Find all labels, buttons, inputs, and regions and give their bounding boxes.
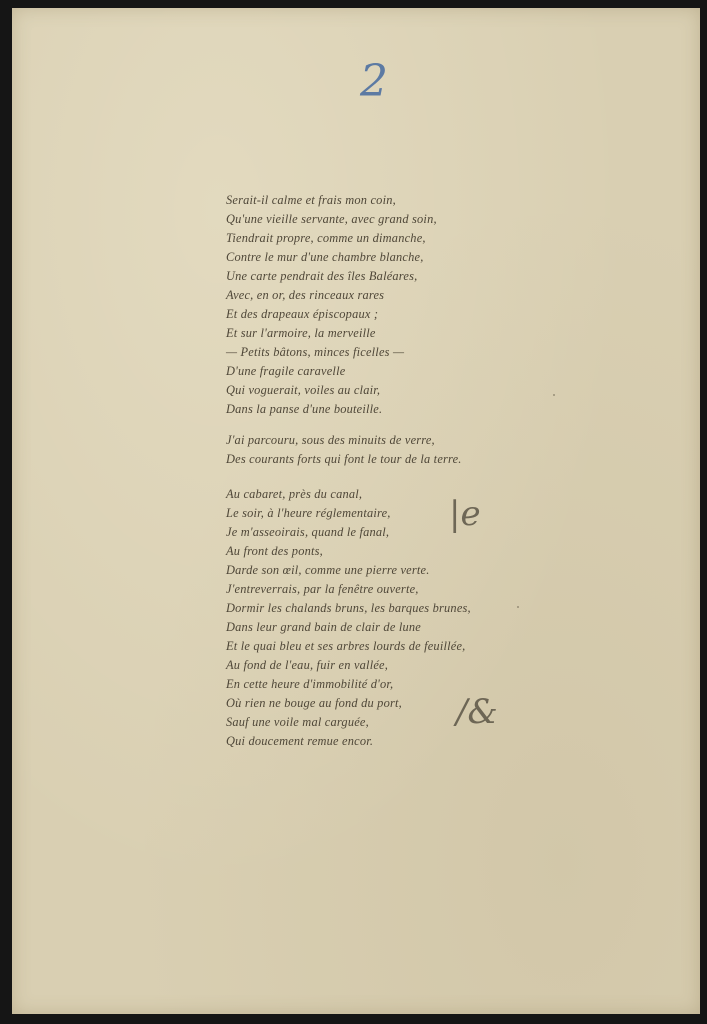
poem-line: — Petits bâtons, minces ficelles — [226, 345, 405, 359]
poem-text [226, 191, 471, 751]
poem-line: Tiendrait propre, comme un dimanche, [226, 231, 426, 245]
poem-line: Et des drapeaux épiscopaux ; [226, 307, 379, 321]
poem-line: Je m'asseoirais, quand le fanal, [226, 525, 390, 539]
ink-speck [553, 394, 555, 396]
stanza-gap [226, 469, 471, 485]
poem-line: D'une fragile caravelle [226, 364, 346, 378]
handwritten-page-number: 2 [360, 56, 388, 107]
poem-line: Dans leur grand bain de clair de lune [226, 620, 421, 634]
poem-line: Où rien ne bouge au fond du port, [226, 696, 402, 710]
poem-line: Qui doucement remue encor. [226, 734, 374, 748]
poem-line: Et le quai bleu et ses arbres lourds de feuillée, [226, 639, 466, 653]
poem-line: En cette heure d'immobilité d'or, [226, 677, 394, 691]
poem-line: Au front des ponts, [226, 544, 323, 558]
poem-line: Le soir, à l'heure réglementaire, [226, 506, 391, 520]
poem-line: Et sur l'armoire, la merveille [226, 326, 376, 340]
stanza-3 [226, 485, 471, 751]
ink-speck [517, 606, 519, 608]
stanza-1 [226, 191, 471, 419]
poem-line: Au fond de l'eau, fuir en vallée, [226, 658, 389, 672]
poem-line: J'entreverrais, par la fenêtre ouverte, [226, 582, 419, 596]
poem-line: Au cabaret, près du canal, [226, 487, 363, 501]
stanza-2 [226, 431, 471, 469]
manuscript-page [12, 8, 700, 1014]
poem-line: Dormir les chalands bruns, les barques brunes, [226, 601, 471, 615]
poem-line: Qu'une vieille servante, avec grand soin, [226, 212, 437, 226]
poem-line: Sauf une voile mal carguée, [226, 715, 369, 729]
poem-line: Qui voguerait, voiles au clair, [226, 383, 381, 397]
poem-line: Avec, en or, des rinceaux rares [226, 288, 385, 302]
poem-line: J'ai parcouru, sous des minuits de verre, [226, 433, 435, 447]
poem-line: Serait-il calme et frais mon coin, [226, 193, 396, 207]
poem-line: Dans la panse d'une bouteille. [226, 402, 383, 416]
margin-annotation: /& [456, 692, 498, 732]
margin-annotation: |e [449, 494, 481, 534]
poem-line: Contre le mur d'une chambre blanche, [226, 250, 424, 264]
poem-line: Des courants forts qui font le tour de la terre. [226, 452, 462, 466]
stanza-gap [226, 419, 471, 431]
poem-line: Une carte pendrait des îles Baléares, [226, 269, 418, 283]
poem-line: Darde son œil, comme une pierre verte. [226, 563, 430, 577]
